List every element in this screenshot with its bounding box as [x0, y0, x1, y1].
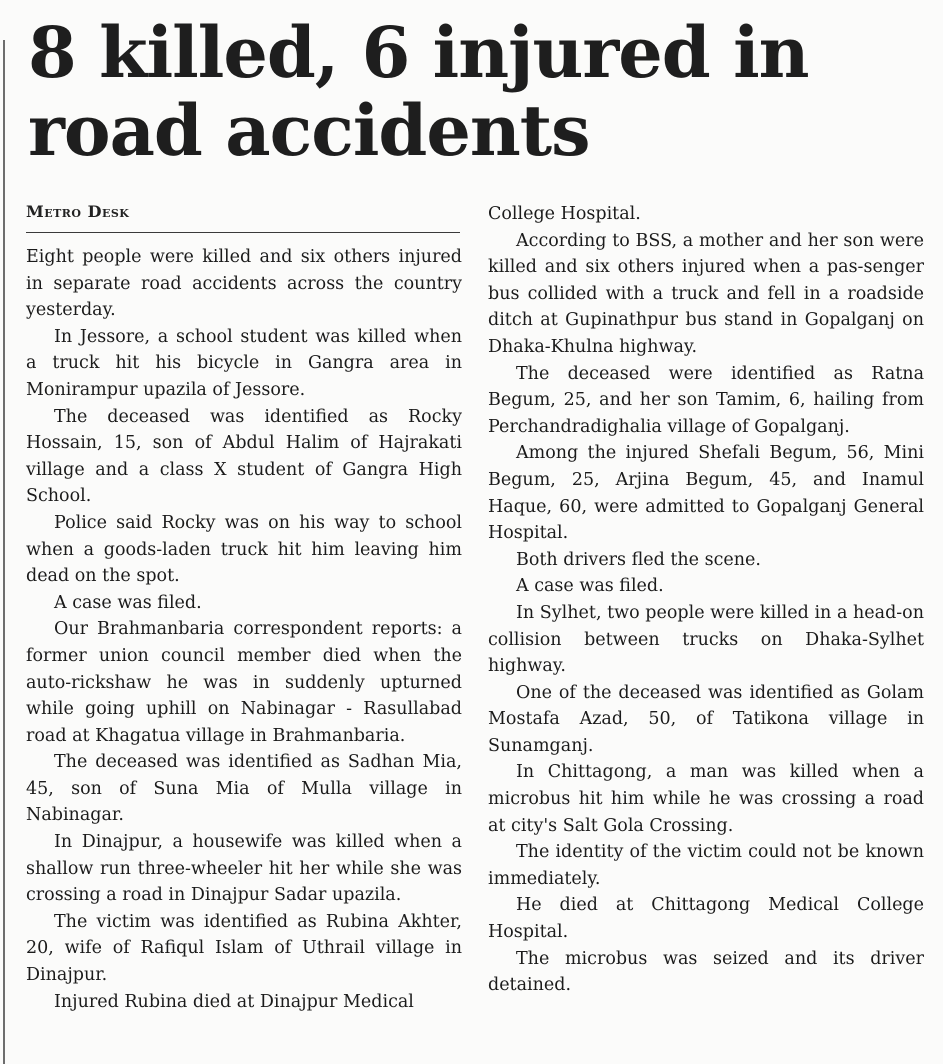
paragraph: He died at Chittagong Medical College Hospital. — [488, 895, 924, 943]
article-column-right — [488, 201, 924, 999]
paragraph: Eight people were killed and six others injured in separate road accidents across the country yesterday. — [26, 247, 462, 321]
paragraph: Both drivers fled the scene. — [516, 549, 761, 570]
byline-rule — [26, 232, 460, 233]
paragraph: The deceased were identified as Ratna Begum, 25, and her son Tamim, 6, hailing from Perchandradighalia village of Gopalganj. — [488, 363, 924, 437]
paragraph: In Jessore, a school student was killed when a truck hit his bicycle in Gangra area in Monirampur upazila of Jessore. — [26, 326, 462, 400]
headline: 8 killed, 6 injured in road accidents — [28, 11, 809, 172]
byline: Metro Desk — [26, 202, 130, 221]
paragraph: In Chittagong, a man was killed when a microbus hit him while he was crossing a road at city's Salt Gola Crossing. — [488, 762, 924, 836]
paragraph: In Sylhet, two people were killed in a head-on collision between trucks on Dhaka-Sylhet highway. — [488, 602, 924, 677]
column-divider — [3, 40, 5, 1064]
paragraph: The deceased was identified as Sadhan Mia, 45, son of Suna Mia of Mulla village in Nabinagar. — [26, 752, 462, 826]
paragraph: Among the injured Shefali Begum, 56, Mini Begum, 25, Arjina Begum, 45, and Inamul Haque, 60, were admitted to Gopalganj General Hospital. — [488, 443, 924, 544]
paragraph: The victim was identified as Rubina Akhter, 20, wife of Rafiqul Islam of Uthrail village in Dinajpur. — [26, 911, 462, 986]
paragraph: One of the deceased was identified as Golam Mostafa Azad, 50, of Tatikona village in Sunamganj. — [488, 682, 924, 756]
article-column-left — [26, 244, 462, 1015]
paragraph: In Dinajpur, a housewife was killed when a shallow run three-wheeler hit her while she was crossing a road in Dinajpur Sadar upazila. — [26, 832, 462, 906]
paragraph: The identity of the victim could not be known immediately. — [488, 842, 924, 889]
paragraph: A case was filed. — [54, 592, 202, 613]
paragraph: A case was filed. — [516, 576, 664, 597]
paragraph: The microbus was seized and its driver detained. — [488, 948, 924, 996]
paragraph: Police said Rocky was on his way to school when a goods-laden truck hit him leaving him dead on the spot. — [26, 512, 462, 587]
paragraph: Our Brahmanbaria correspondent reports: a former union council member died when the auto-rickshaw he was in suddenly upturned while going uphill on Nabinagar - Rasullabad road at Khagatua village in Brahmanbaria. — [26, 619, 462, 746]
paragraph: Injured Rubina died at Dinajpur Medical — [54, 991, 414, 1012]
paragraph: According to BSS, a mother and her son were killed and six others injured when a pas-senger bus collided with a truck and fell in a roadside ditch at Gupinathpur bus stand in Gopalganj on Dhaka-Khulna highway. — [488, 230, 924, 357]
paragraph: College Hospital. — [488, 204, 641, 224]
paragraph: The deceased was identified as Rocky Hossain, 15, son of Abdul Halim of Hajrakati village and a class X student of Gangra High School. — [26, 406, 462, 507]
